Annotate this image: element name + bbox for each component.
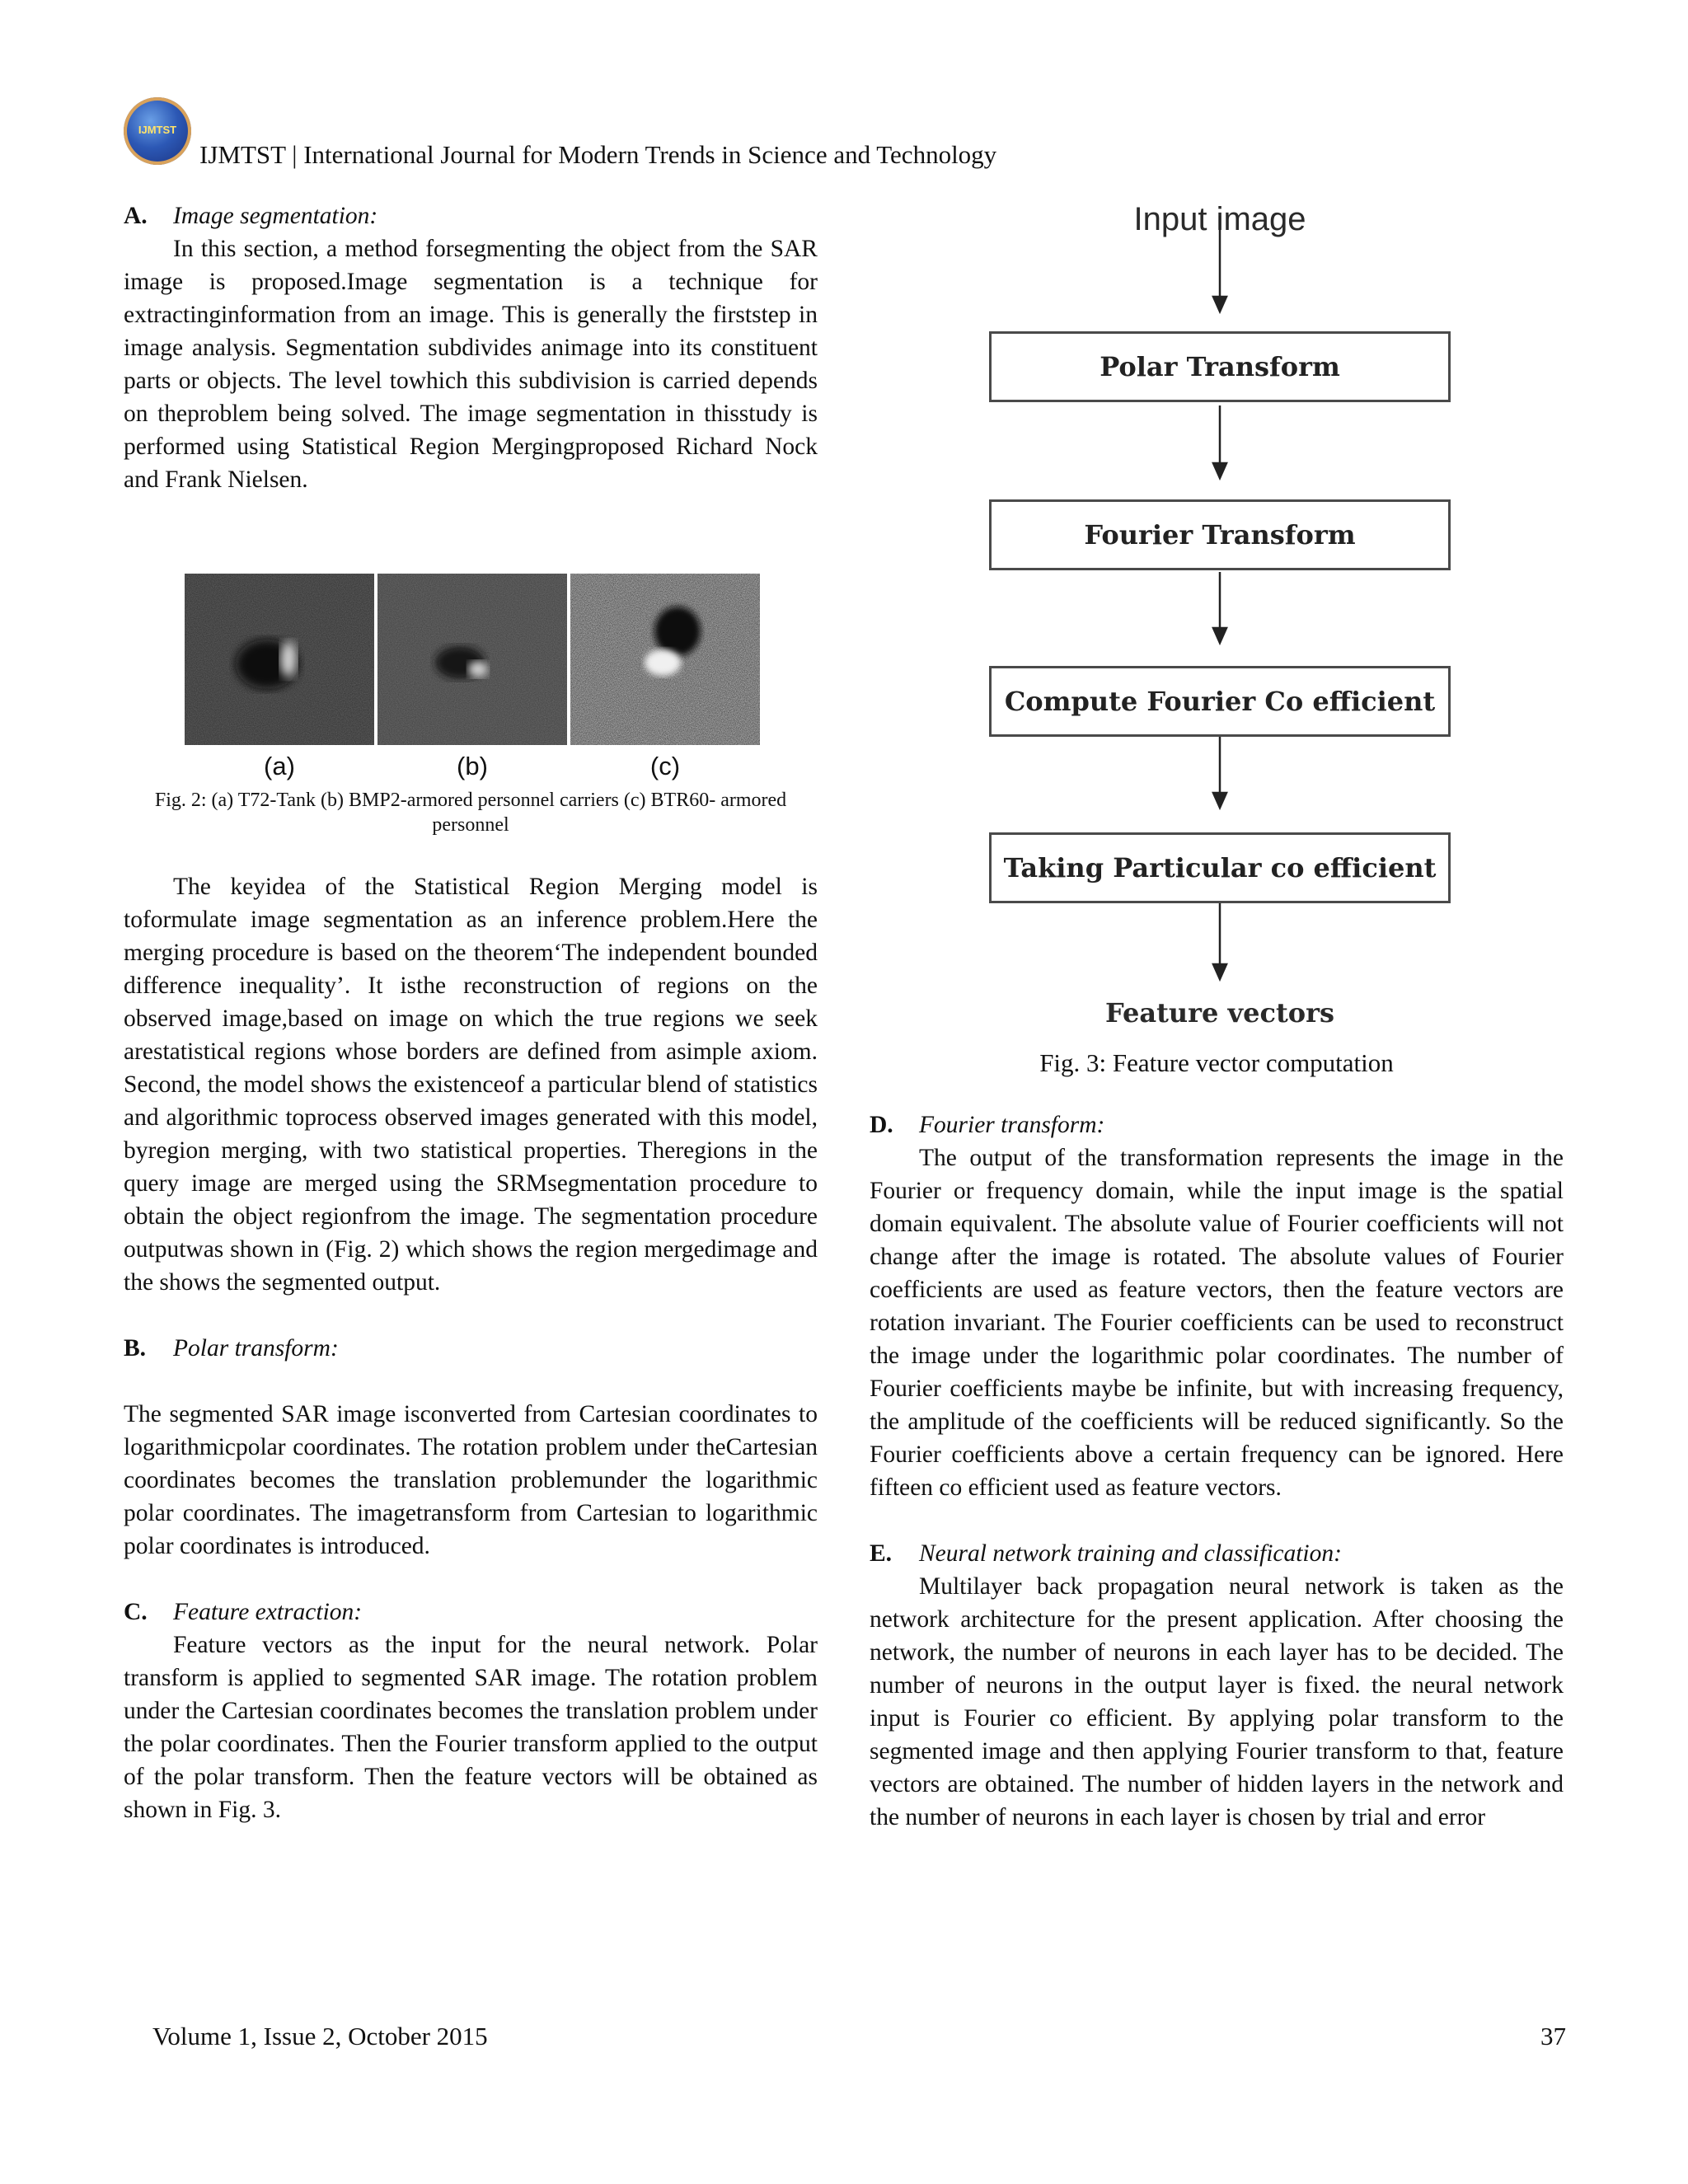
left-column-top (124, 199, 818, 496)
section-a-title: Image segmentation: (173, 203, 378, 229)
section-a-heading (124, 199, 818, 232)
section-e-paragraph-1: Multilayer back propagation neural network is taken as the network architecture for the present application. After choosing the network, the number of neurons in each layer has to be decided. The number of neurons in the output layer is fixed. the neural network input is Fourier co efficient. By applying polar transform to the segmented image and then applying Fourier transform to that, feature vectors are obtained. The number of hidden layers in the network and the number of neurons in each layer is chosen by trial and error (870, 1573, 1564, 1830)
flow-step-compute-coefficient: Compute Fourier Co efficient (989, 666, 1451, 737)
figure-2-label-a: (a) (264, 752, 295, 780)
flow-step-taking-coefficient: Taking Particular co efficient (989, 832, 1451, 903)
flow-step-polar-transform: Polar Transform (989, 331, 1451, 402)
journal-title: IJMTST | International Journal for Modern Trends in Science and Technology (199, 140, 997, 169)
sar-image-c (570, 574, 760, 745)
sar-image-a (185, 574, 374, 745)
figure-2-label-c: (c) (649, 752, 681, 780)
section-d-title: Fourier transform: (919, 1112, 1105, 1138)
left-column-bottom (124, 870, 818, 1826)
section-e-title: Neural network training and classification: (919, 1540, 1342, 1567)
figure-2 (124, 569, 818, 841)
page-header (124, 97, 1195, 180)
section-e-number: E. (870, 1540, 893, 1567)
section-c-paragraph-1: Feature vectors as the input for the neural network. Polar transform is applied to segmented SAR image. The rotation problem under the Cartesian coordinates becomes the translation problem under the polar coordinates. Then the Fourier transform applied to the output of the polar transform. Then the feature vectors will be obtained as shown in Fig. 3. (124, 1632, 818, 1823)
section-b-heading (124, 1332, 818, 1365)
journal-logo-text: IJMTST (138, 124, 177, 136)
section-a-paragraph-2: The keyidea of the Statistical Region Merging model is toformulate image segmentation as an inference problem.Here the merging procedure is based on the theorem‘The independent bounded difference inequality’. It isthe reconstruction of regions on the observed image,based on image on which the true regions we seek arestatistical regions whose borders are defined from asimple axiom. Second, the model shows the existenceof a particular blend of statistics and algorithmic toprocess observed images generated with this model, byregion merging, with two statistical properties. Theregions in the query image are merged using the SRMsegmentation procedure to obtain the object regionfrom the image. The segmentation procedure outputwas shown in (Fig. 2) which shows the region mergedimage and the shows the segmented output. (124, 874, 818, 1296)
figure-2-caption: Fig. 2: (a) T72-Tank (b) BMP2-armored personnel carriers (c) BTR60- armored personnel (154, 790, 787, 836)
section-c-heading (124, 1596, 818, 1629)
footer-page-number: 37 (1540, 2022, 1566, 2050)
section-b-number: B. (124, 1335, 147, 1361)
section-b-paragraph-1: The segmented SAR image isconverted from Cartesian coordinates to logarithmicpolar coordinates. The rotation problem under theCartesian coordinates becomes the translation problemunder the logarithmic polar coordinates. The imagetransform from Cartesian to logarithmic polar coordinates is introduced. (124, 1401, 818, 1559)
section-a-number: A. (124, 203, 148, 229)
flow-input-label: Input image (1133, 201, 1306, 237)
footer-volume: Volume 1, Issue 2, October 2015 (152, 2022, 488, 2050)
section-b-title: Polar transform: (173, 1335, 339, 1361)
journal-logo (124, 97, 191, 165)
figure-2-label-b: (b) (457, 752, 488, 780)
flow-output-label: Feature vectors (1105, 997, 1334, 1029)
figure-3-caption: Fig. 3: Feature vector computation (1039, 1048, 1394, 1077)
right-column (870, 1108, 1564, 1834)
section-d-number: D. (870, 1112, 893, 1138)
section-c-number: C. (124, 1599, 148, 1625)
section-d-heading (870, 1108, 1564, 1141)
figure-3-flowchart (981, 198, 1459, 1029)
section-a-paragraph-1: In this section, a method forsegmenting the object from the SAR image is proposed.Image segmentation is a technique for extractinginformation from an image. This is generally the firststep in image analysis. Segmentation subdivides animage into its constituent parts or objects. The level towhich this subdivision is carried depends on theproblem being solved. The image segmentation in thisstudy is performed using Statistical Region Mergingproposed Richard Nock and Frank Nielsen. (124, 236, 818, 493)
sar-image-b (377, 574, 567, 745)
section-c-title: Feature extraction: (173, 1599, 363, 1625)
section-d-paragraph-1: The output of the transformation represents the image in the Fourier or frequency domain, while the input image is the spatial domain equivalent. The absolute value of Fourier coefficients will not change after the image is rotated. The absolute values of Fourier coefficients are used as feature vectors, then the feature vectors are rotation invariant. The Fourier coefficients can be used to reconstruct the image under the logarithmic polar coordinates. The number of Fourier coefficients maybe be infinite, but with increasing frequency, the amplitude of the coefficients will be reduced significantly. So the Fourier coefficients above a certain frequency can be ignored. Here fifteen co efficient used as feature vectors. (870, 1145, 1564, 1501)
flow-step-fourier-transform: Fourier Transform (989, 499, 1451, 570)
section-e-heading (870, 1537, 1564, 1570)
